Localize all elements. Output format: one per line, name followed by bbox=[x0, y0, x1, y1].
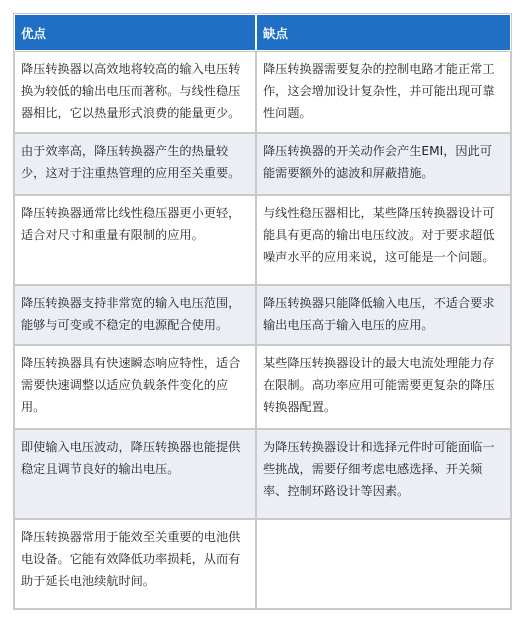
table-row bbox=[14, 285, 511, 345]
cons-cell: 为降压转换器设计和选择元件时可能面临一些挑战，需要仔细考虑电感选择、开关频率、控制环路设计等因素。 bbox=[256, 429, 511, 519]
pros-cell: 降压转换器通常比线性稳压器更小更轻，适合对尺寸和重量有限制的应用。 bbox=[14, 195, 256, 285]
cons-cell: 某些降压转换器设计的最大电流处理能力存在限制。高功率应用可能需要更复杂的降压转换器配置。 bbox=[256, 345, 511, 429]
pros-cons-table bbox=[13, 13, 512, 610]
cons-cell: 降压转换器只能降低输入电压，不适合要求输出电压高于输入电压的应用。 bbox=[256, 285, 511, 345]
cons-cell bbox=[256, 519, 511, 609]
pros-cell: 降压转换器常用于能效至关重要的电池供电设备。它能有效降低功率损耗，从而有助于延长电池续航时间。 bbox=[14, 519, 256, 609]
pros-cell: 降压转换器支持非常宽的输入电压范围，能够与可变或不稳定的电源配合使用。 bbox=[14, 285, 256, 345]
cons-cell: 与线性稳压器相比，某些降压转换器设计可能具有更高的输出电压纹波。对于要求超低噪声水平的应用来说，这可能是一个问题。 bbox=[256, 195, 511, 285]
table-row bbox=[14, 429, 511, 519]
table-row bbox=[14, 51, 511, 133]
table-row bbox=[14, 519, 511, 609]
cons-cell: 降压转换器需要复杂的控制电路才能正常工作，这会增加设计复杂性，并可能出现可靠性问题。 bbox=[256, 51, 511, 133]
header-cons: 缺点 bbox=[256, 14, 511, 51]
table-row bbox=[14, 195, 511, 285]
pros-cell: 即使输入电压波动，降压转换器也能提供稳定且调节良好的输出电压。 bbox=[14, 429, 256, 519]
table-row bbox=[14, 133, 511, 195]
table-row bbox=[14, 345, 511, 429]
pros-cell: 降压转换器具有快速瞬态响应特性，适合需要快速调整以适应负载条件变化的应用。 bbox=[14, 345, 256, 429]
table-header-row bbox=[14, 14, 511, 51]
pros-cell: 由于效率高，降压转换器产生的热量较少，这对于注重热管理的应用至关重要。 bbox=[14, 133, 256, 195]
pros-cell: 降压转换器以高效地将较高的输入电压转换为较低的输出电压而著称。与线性稳压器相比，它以热量形式浪费的能量更少。 bbox=[14, 51, 256, 133]
cons-cell: 降压转换器的开关动作会产生EMI，因此可能需要额外的滤波和屏蔽措施。 bbox=[256, 133, 511, 195]
header-pros: 优点 bbox=[14, 14, 256, 51]
